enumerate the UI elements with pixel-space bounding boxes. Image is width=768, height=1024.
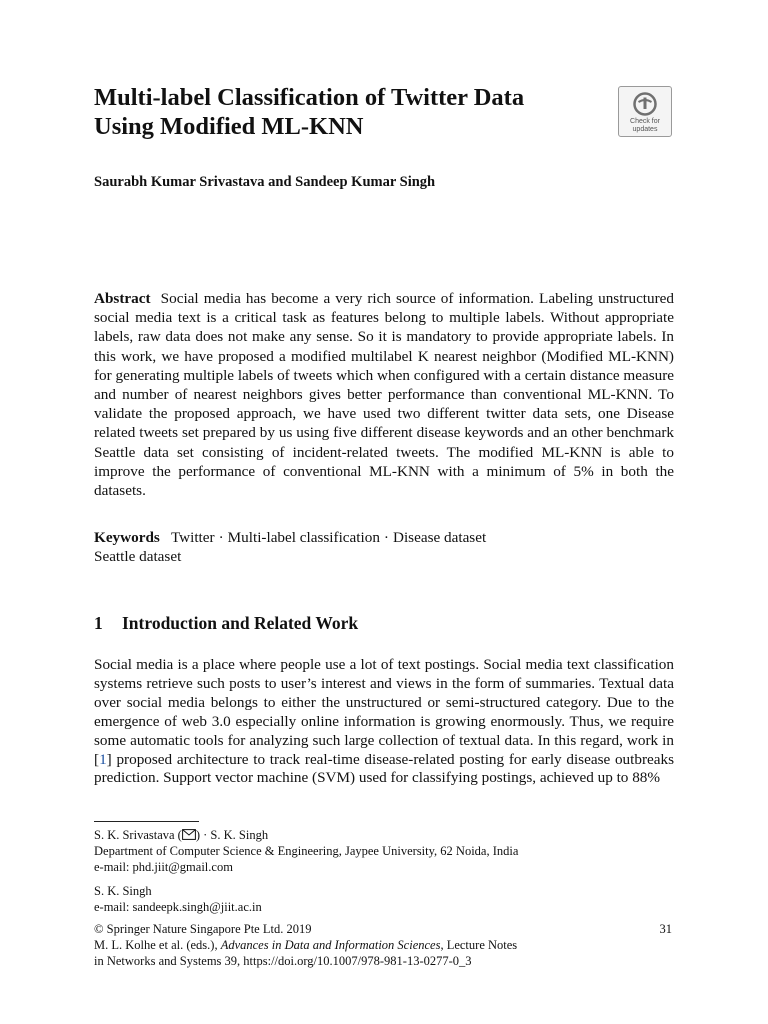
keyword-separator: · (383, 529, 389, 546)
citation-link[interactable]: 1 (99, 750, 107, 768)
footnote-name: S. K. Singh (94, 884, 152, 898)
copyright-line: © Springer Nature Singapore Pte Ltd. 2019 (94, 922, 312, 936)
section-title: Introduction and Related Work (122, 613, 359, 633)
keywords (94, 528, 674, 566)
footnote-second-author (94, 883, 674, 915)
keywords-label: Keywords (94, 529, 160, 546)
intro-text-part-2: ] proposed architecture to track real-time disease-related posting for early disease outbreaks prediction. Support vector machine (SVM) used for classifying postings, achieved up to 88% (94, 750, 674, 787)
footnote-divider (94, 821, 199, 822)
title-line-1: Multi-label Classification of Twitter Data (94, 84, 525, 111)
abstract-label: Abstract (94, 290, 151, 307)
page-number: 31 (659, 922, 672, 936)
footnote-email[interactable]: e-mail: sandeepk.singh@jiit.ac.in (94, 900, 262, 914)
citation-suffix: , Lecture Notes (440, 938, 518, 952)
abstract-text: Social media has become a very rich source of information. Labeling unstructured social media text is a critical task as features belong to multiple labels. Without appropriate labels, raw data does not make any sense. So it is mandatory to provide appropriate labels. In this work, we have proposed a modified multilabel K nearest neighbor (Modified ML-KNN) for generating multiple labels of tweets which when configured with a certain distance measure and number of nearest neighbors gives better performance than conventional ML-KNN. To validate the proposed approach, we have used two different twitter data sets, one Disease related tweets set prepared by us using five different disease keywords and an other benchmark Seattle data set consisting of incident-related tweets. The modified ML-KNN is able to improve the performance of conventional ML-KNN with a minimum of 5% in both the datasets. (94, 290, 675, 500)
footnote-coauthor: ) · S. K. Singh (195, 828, 269, 842)
keyword: Twitter (170, 529, 215, 546)
keyword: Multi-label classification (227, 529, 380, 546)
footnote-email[interactable]: e-mail: phd.jiit@gmail.com (94, 860, 233, 874)
citation-prefix: M. L. Kolhe et al. (eds.), (94, 938, 221, 952)
intro-paragraph (94, 656, 674, 788)
copyright-block (94, 921, 674, 969)
author-list: Saurabh Kumar Srivastava and Sandeep Kumar Singh (94, 174, 436, 190)
paper-title (94, 83, 604, 141)
footnote-author: S. K. Srivastava ( (94, 828, 182, 842)
abstract (94, 289, 674, 500)
section-heading (94, 612, 358, 634)
intro-text-part-1: Social media is a place where people use a lot of text postings. Social media text classification systems retrieve such posts to user’s interest and views in the form of summaries. Textual data over social media belongs to either the unstructured or semi-structured category. Due to the emergence of web 3.0 especially online information is growing enormously. Thus, we require some automatic tools for analyzing such large collection of textual data. In this regard, work in [ (94, 656, 674, 768)
title-line-2: Using Modified ML-KNN (94, 113, 364, 140)
keyword: Seattle dataset (94, 548, 182, 566)
keyword-separator: · (218, 529, 224, 546)
crossmark-icon (633, 92, 657, 116)
footnote-affiliation: Department of Computer Science & Engineering, Jaypee University, 62 Noida, India (94, 844, 519, 858)
envelope-icon (182, 829, 196, 840)
section-number: 1 (94, 613, 103, 633)
citation-doi-line[interactable]: in Networks and Systems 39, https://doi.org/10.1007/978-981-13-0277-0_3 (94, 954, 472, 968)
check-for-updates-badge[interactable] (618, 86, 672, 137)
footnote-affiliation-block (94, 827, 674, 875)
citation-book-title: Advances in Data and Information Sciences (220, 938, 441, 952)
badge-label: Check for updates (630, 118, 660, 133)
keyword: Disease dataset (392, 529, 487, 546)
